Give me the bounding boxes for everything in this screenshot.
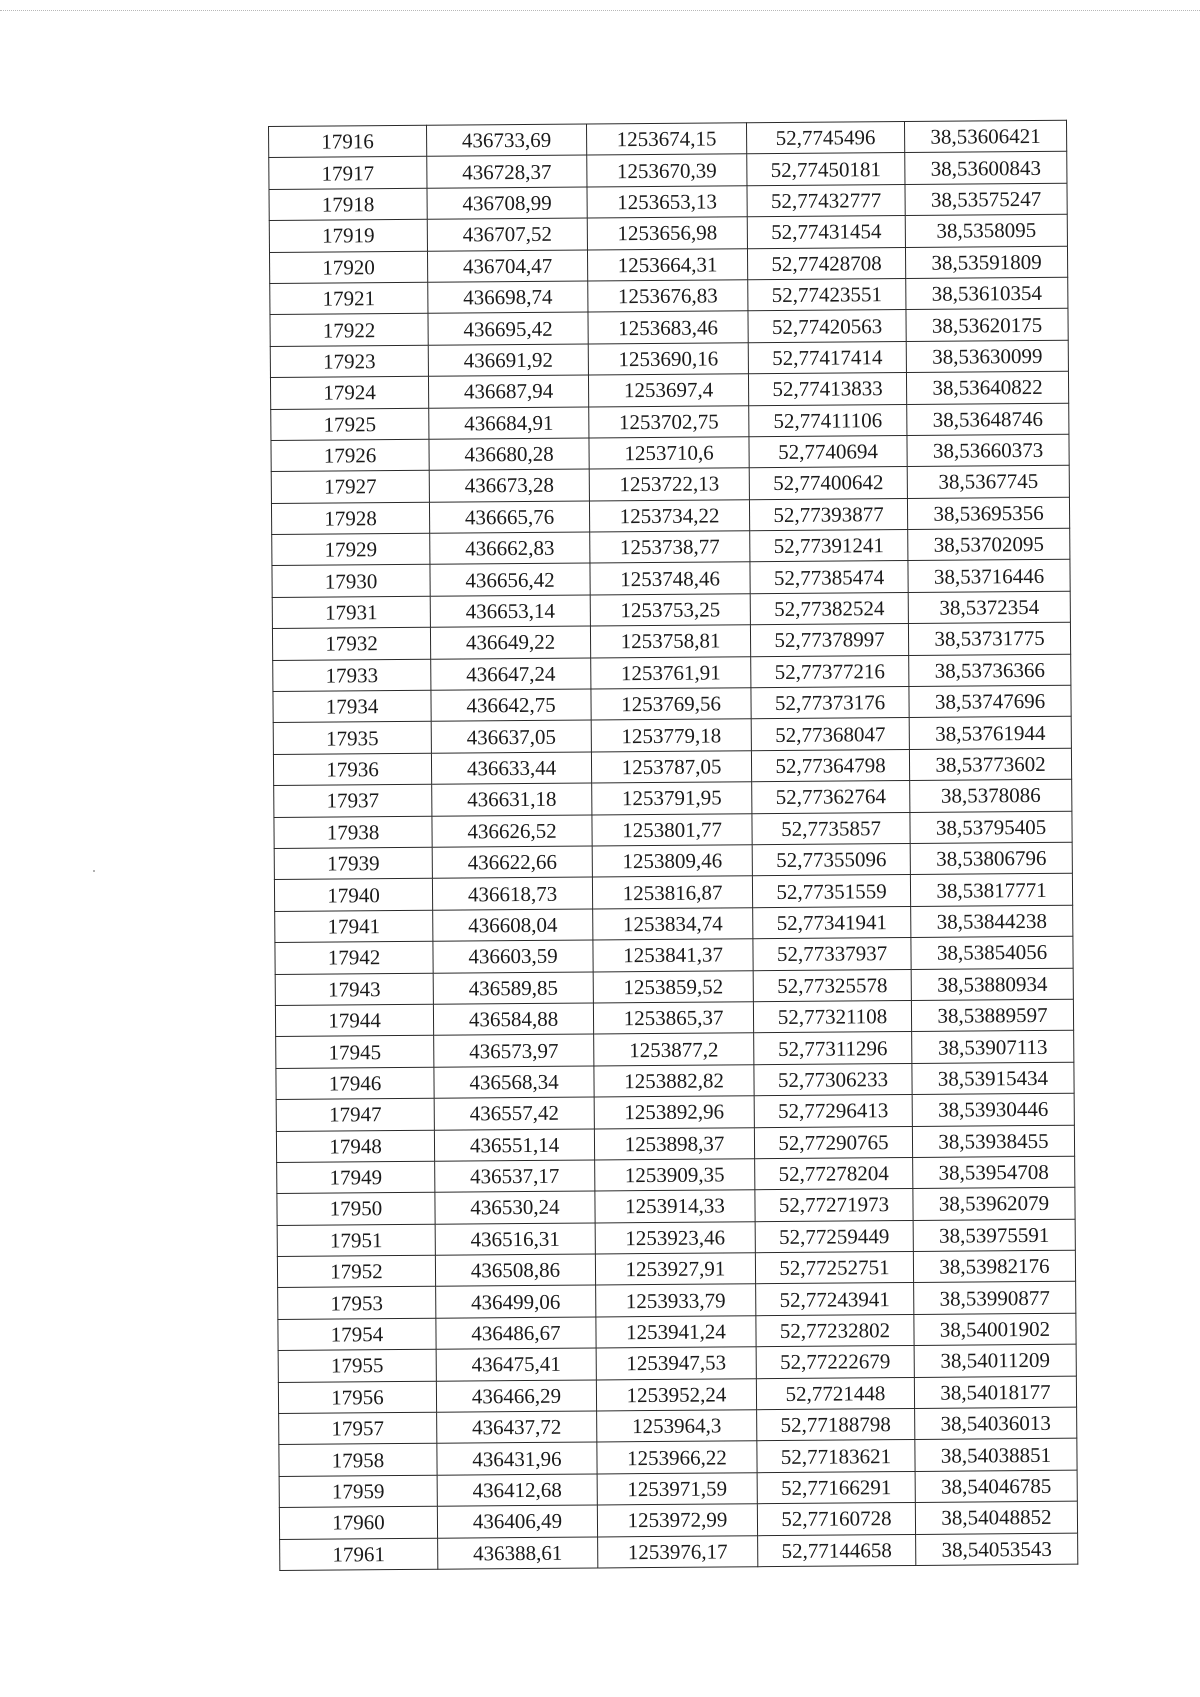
longitude-cell: 38,54036013 bbox=[915, 1407, 1077, 1440]
latitude-cell: 52,77311296 bbox=[754, 1032, 912, 1065]
y-coordinate-cell: 1253909,35 bbox=[595, 1159, 755, 1192]
y-coordinate-cell: 1253702,75 bbox=[589, 405, 749, 438]
latitude-cell: 52,77321108 bbox=[753, 1000, 911, 1033]
longitude-cell: 38,54038851 bbox=[915, 1439, 1077, 1472]
longitude-cell: 38,53844238 bbox=[911, 905, 1073, 938]
y-coordinate-cell: 1253801,77 bbox=[592, 813, 752, 846]
y-coordinate-cell: 1253947,53 bbox=[596, 1347, 756, 1380]
y-coordinate-cell: 1253779,18 bbox=[591, 719, 751, 752]
y-coordinate-cell: 1253927,91 bbox=[595, 1253, 755, 1286]
y-coordinate-cell: 1253787,05 bbox=[591, 751, 751, 784]
longitude-cell: 38,53990877 bbox=[914, 1282, 1076, 1315]
latitude-cell: 52,77222679 bbox=[756, 1346, 914, 1379]
x-coordinate-cell: 436568,34 bbox=[434, 1066, 594, 1099]
latitude-cell: 52,77325578 bbox=[753, 969, 911, 1002]
longitude-cell: 38,53962079 bbox=[913, 1187, 1075, 1220]
x-coordinate-cell: 436508,86 bbox=[435, 1254, 595, 1287]
x-coordinate-cell: 436687,94 bbox=[428, 375, 588, 408]
y-coordinate-cell: 1253753,25 bbox=[590, 594, 750, 627]
point-number-cell: 17935 bbox=[273, 722, 431, 755]
scan-top-edge bbox=[0, 10, 1200, 11]
latitude-cell: 52,77391241 bbox=[750, 530, 908, 563]
longitude-cell: 38,53702095 bbox=[908, 528, 1070, 561]
x-coordinate-cell: 436499,06 bbox=[436, 1285, 596, 1318]
x-coordinate-cell: 436665,76 bbox=[429, 501, 589, 534]
x-coordinate-cell: 436647,24 bbox=[431, 658, 591, 691]
latitude-cell: 52,77296413 bbox=[754, 1095, 912, 1128]
longitude-cell: 38,53982176 bbox=[913, 1250, 1075, 1283]
point-number-cell: 17939 bbox=[274, 847, 432, 880]
x-coordinate-cell: 436684,91 bbox=[429, 407, 589, 440]
point-number-cell: 17944 bbox=[275, 1004, 433, 1037]
point-number-cell: 17958 bbox=[279, 1444, 437, 1477]
latitude-cell: 52,77373176 bbox=[751, 687, 909, 720]
point-number-cell: 17949 bbox=[277, 1161, 435, 1194]
point-number-cell: 17931 bbox=[272, 596, 430, 629]
point-number-cell: 17956 bbox=[278, 1381, 436, 1414]
point-number-cell: 17917 bbox=[269, 157, 427, 190]
x-coordinate-cell: 436486,67 bbox=[436, 1317, 596, 1350]
x-coordinate-cell: 436622,66 bbox=[432, 846, 592, 879]
y-coordinate-cell: 1253690,16 bbox=[588, 342, 748, 375]
latitude-cell: 52,77166291 bbox=[757, 1471, 915, 1504]
latitude-cell: 52,77432777 bbox=[747, 184, 905, 217]
latitude-cell: 52,7735857 bbox=[752, 812, 910, 845]
x-coordinate-cell: 436653,14 bbox=[430, 595, 590, 628]
longitude-cell: 38,54001902 bbox=[914, 1313, 1076, 1346]
longitude-cell: 38,54018177 bbox=[914, 1376, 1076, 1409]
longitude-cell: 38,53575247 bbox=[905, 183, 1067, 216]
x-coordinate-cell: 436573,97 bbox=[434, 1034, 594, 1067]
point-number-cell: 17940 bbox=[274, 879, 432, 912]
latitude-cell: 52,77382524 bbox=[750, 592, 908, 625]
longitude-cell: 38,53695356 bbox=[907, 497, 1069, 530]
x-coordinate-cell: 436642,75 bbox=[431, 689, 591, 722]
point-number-cell: 17960 bbox=[279, 1506, 437, 1539]
x-coordinate-cell: 436708,99 bbox=[427, 187, 587, 220]
longitude-cell: 38,53630099 bbox=[906, 340, 1068, 373]
x-coordinate-cell: 436466,29 bbox=[436, 1380, 596, 1413]
y-coordinate-cell: 1253674,15 bbox=[586, 123, 746, 156]
latitude-cell: 52,7721448 bbox=[756, 1377, 914, 1410]
y-coordinate-cell: 1253710,6 bbox=[589, 437, 749, 470]
latitude-cell: 52,77271973 bbox=[755, 1189, 913, 1222]
latitude-cell: 52,77368047 bbox=[751, 718, 909, 751]
y-coordinate-cell: 1253676,83 bbox=[588, 280, 748, 313]
latitude-cell: 52,77423551 bbox=[748, 278, 906, 311]
x-coordinate-cell: 436662,83 bbox=[430, 532, 590, 565]
latitude-cell: 52,77232802 bbox=[756, 1314, 914, 1347]
x-coordinate-cell: 436656,42 bbox=[430, 563, 590, 596]
y-coordinate-cell: 1253952,24 bbox=[596, 1378, 756, 1411]
longitude-cell: 38,53889597 bbox=[911, 999, 1073, 1032]
point-number-cell: 17955 bbox=[278, 1349, 436, 1382]
y-coordinate-cell: 1253697,4 bbox=[588, 374, 748, 407]
y-coordinate-cell: 1253816,87 bbox=[592, 876, 752, 909]
scan-speck bbox=[93, 870, 95, 872]
x-coordinate-cell: 436551,14 bbox=[434, 1128, 594, 1161]
longitude-cell: 38,5372354 bbox=[908, 591, 1070, 624]
point-number-cell: 17919 bbox=[269, 219, 427, 252]
x-coordinate-cell: 436695,42 bbox=[428, 312, 588, 345]
longitude-cell: 38,54011209 bbox=[914, 1344, 1076, 1377]
latitude-cell: 52,77385474 bbox=[750, 561, 908, 594]
point-number-cell: 17926 bbox=[271, 439, 429, 472]
point-number-cell: 17957 bbox=[279, 1412, 437, 1445]
longitude-cell: 38,53880934 bbox=[911, 968, 1073, 1001]
latitude-cell: 52,77351559 bbox=[752, 875, 910, 908]
latitude-cell: 52,77278204 bbox=[755, 1157, 913, 1190]
longitude-cell: 38,53731775 bbox=[908, 622, 1070, 655]
latitude-cell: 52,77420563 bbox=[748, 310, 906, 343]
y-coordinate-cell: 1253865,37 bbox=[593, 1002, 753, 1035]
y-coordinate-cell: 1253933,79 bbox=[596, 1284, 756, 1317]
longitude-cell: 38,5358095 bbox=[905, 214, 1067, 247]
point-number-cell: 17923 bbox=[270, 345, 428, 378]
longitude-cell: 38,53648746 bbox=[907, 403, 1069, 436]
y-coordinate-cell: 1253664,31 bbox=[587, 248, 747, 281]
point-number-cell: 17930 bbox=[272, 565, 430, 598]
latitude-cell: 52,77377216 bbox=[751, 655, 909, 688]
latitude-cell: 52,77183621 bbox=[757, 1440, 915, 1473]
longitude-cell: 38,53975591 bbox=[913, 1219, 1075, 1252]
y-coordinate-cell: 1253722,13 bbox=[589, 468, 749, 501]
x-coordinate-cell: 436537,17 bbox=[435, 1160, 595, 1193]
x-coordinate-cell: 436691,92 bbox=[428, 344, 588, 377]
table-row bbox=[280, 1533, 1078, 1571]
x-coordinate-cell: 436618,73 bbox=[432, 877, 592, 910]
point-number-cell: 17936 bbox=[273, 753, 431, 786]
y-coordinate-cell: 1253734,22 bbox=[589, 499, 749, 532]
latitude-cell: 52,77362764 bbox=[752, 781, 910, 814]
longitude-cell: 38,53854056 bbox=[911, 936, 1073, 969]
latitude-cell: 52,77411106 bbox=[749, 404, 907, 437]
y-coordinate-cell: 1253791,95 bbox=[592, 782, 752, 815]
longitude-cell: 38,53747696 bbox=[909, 685, 1071, 718]
point-number-cell: 17951 bbox=[277, 1224, 435, 1257]
longitude-cell: 38,5367745 bbox=[907, 466, 1069, 499]
point-number-cell: 17938 bbox=[274, 816, 432, 849]
coordinate-table-body bbox=[269, 120, 1078, 1570]
latitude-cell: 52,77341941 bbox=[753, 906, 911, 939]
y-coordinate-cell: 1253758,81 bbox=[590, 625, 750, 658]
x-coordinate-cell: 436516,31 bbox=[435, 1223, 595, 1256]
latitude-cell: 52,77259449 bbox=[755, 1220, 913, 1253]
longitude-cell: 38,53716446 bbox=[908, 560, 1070, 593]
coordinate-table bbox=[268, 120, 1078, 1571]
y-coordinate-cell: 1253941,24 bbox=[596, 1316, 756, 1349]
y-coordinate-cell: 1253738,77 bbox=[590, 531, 750, 564]
x-coordinate-cell: 436707,52 bbox=[427, 218, 587, 251]
latitude-cell: 52,77431454 bbox=[747, 216, 905, 249]
y-coordinate-cell: 1253892,96 bbox=[594, 1096, 754, 1129]
x-coordinate-cell: 436637,05 bbox=[431, 720, 591, 753]
y-coordinate-cell: 1253882,82 bbox=[594, 1064, 754, 1097]
x-coordinate-cell: 436437,72 bbox=[437, 1411, 597, 1444]
x-coordinate-cell: 436626,52 bbox=[432, 815, 592, 848]
latitude-cell: 52,77364798 bbox=[751, 749, 909, 782]
point-number-cell: 17954 bbox=[278, 1318, 436, 1351]
latitude-cell: 52,77450181 bbox=[747, 153, 905, 186]
latitude-cell: 52,77413833 bbox=[748, 373, 906, 406]
latitude-cell: 52,77144658 bbox=[758, 1534, 916, 1567]
x-coordinate-cell: 436733,69 bbox=[426, 124, 586, 157]
y-coordinate-cell: 1253923,46 bbox=[595, 1221, 755, 1254]
longitude-cell: 38,53736366 bbox=[909, 654, 1071, 687]
point-number-cell: 17928 bbox=[271, 502, 429, 535]
y-coordinate-cell: 1253769,56 bbox=[591, 688, 751, 721]
y-coordinate-cell: 1253877,2 bbox=[594, 1033, 754, 1066]
y-coordinate-cell: 1253966,22 bbox=[597, 1441, 757, 1474]
longitude-cell: 38,53660373 bbox=[907, 434, 1069, 467]
point-number-cell: 17953 bbox=[278, 1287, 436, 1320]
y-coordinate-cell: 1253914,33 bbox=[595, 1190, 755, 1223]
longitude-cell: 38,53907113 bbox=[912, 1031, 1074, 1064]
longitude-cell: 38,53620175 bbox=[906, 309, 1068, 342]
y-coordinate-cell: 1253683,46 bbox=[588, 311, 748, 344]
latitude-cell: 52,77252751 bbox=[755, 1252, 913, 1285]
y-coordinate-cell: 1253976,17 bbox=[598, 1535, 758, 1568]
longitude-cell: 38,54048852 bbox=[915, 1501, 1077, 1534]
x-coordinate-cell: 436431,96 bbox=[437, 1442, 597, 1475]
x-coordinate-cell: 436388,61 bbox=[438, 1537, 598, 1570]
longitude-cell: 38,53600843 bbox=[905, 152, 1067, 185]
longitude-cell: 38,53817771 bbox=[910, 874, 1072, 907]
x-coordinate-cell: 436584,88 bbox=[433, 1003, 593, 1036]
point-number-cell: 17942 bbox=[275, 941, 433, 974]
x-coordinate-cell: 436412,68 bbox=[437, 1474, 597, 1507]
x-coordinate-cell: 436406,49 bbox=[437, 1505, 597, 1538]
point-number-cell: 17934 bbox=[273, 690, 431, 723]
point-number-cell: 17927 bbox=[271, 471, 429, 504]
point-number-cell: 17952 bbox=[277, 1255, 435, 1288]
point-number-cell: 17950 bbox=[277, 1193, 435, 1226]
x-coordinate-cell: 436633,44 bbox=[431, 752, 591, 785]
x-coordinate-cell: 436704,47 bbox=[427, 250, 587, 283]
longitude-cell: 38,53930446 bbox=[912, 1093, 1074, 1126]
latitude-cell: 52,77188798 bbox=[757, 1408, 915, 1441]
point-number-cell: 17947 bbox=[276, 1098, 434, 1131]
latitude-cell: 52,77417414 bbox=[748, 341, 906, 374]
x-coordinate-cell: 436673,28 bbox=[429, 469, 589, 502]
y-coordinate-cell: 1253964,3 bbox=[597, 1410, 757, 1443]
x-coordinate-cell: 436649,22 bbox=[430, 626, 590, 659]
longitude-cell: 38,53954708 bbox=[913, 1156, 1075, 1189]
point-number-cell: 17948 bbox=[276, 1130, 434, 1163]
longitude-cell: 38,53806796 bbox=[910, 842, 1072, 875]
point-number-cell: 17943 bbox=[275, 973, 433, 1006]
longitude-cell: 38,53761944 bbox=[909, 717, 1071, 750]
x-coordinate-cell: 436698,74 bbox=[428, 281, 588, 314]
y-coordinate-cell: 1253972,99 bbox=[597, 1504, 757, 1537]
longitude-cell: 38,53938455 bbox=[912, 1125, 1074, 1158]
y-coordinate-cell: 1253971,59 bbox=[597, 1472, 757, 1505]
latitude-cell: 52,77306233 bbox=[754, 1063, 912, 1096]
point-number-cell: 17932 bbox=[272, 627, 430, 660]
point-number-cell: 17918 bbox=[269, 188, 427, 221]
point-number-cell: 17937 bbox=[274, 784, 432, 817]
latitude-cell: 52,77355096 bbox=[752, 843, 910, 876]
point-number-cell: 17961 bbox=[280, 1538, 438, 1571]
point-number-cell: 17959 bbox=[279, 1475, 437, 1508]
point-number-cell: 17945 bbox=[276, 1036, 434, 1069]
longitude-cell: 38,54046785 bbox=[915, 1470, 1077, 1503]
latitude-cell: 52,77290765 bbox=[754, 1126, 912, 1159]
longitude-cell: 38,53610354 bbox=[906, 277, 1068, 310]
y-coordinate-cell: 1253834,74 bbox=[593, 907, 753, 940]
point-number-cell: 17933 bbox=[273, 659, 431, 692]
point-number-cell: 17941 bbox=[275, 910, 433, 943]
y-coordinate-cell: 1253841,37 bbox=[593, 939, 753, 972]
longitude-cell: 38,54053543 bbox=[916, 1533, 1078, 1566]
longitude-cell: 38,53606421 bbox=[904, 120, 1066, 153]
longitude-cell: 38,53591809 bbox=[905, 246, 1067, 279]
y-coordinate-cell: 1253656,98 bbox=[587, 217, 747, 250]
latitude-cell: 52,77393877 bbox=[749, 498, 907, 531]
x-coordinate-cell: 436608,04 bbox=[433, 909, 593, 942]
point-number-cell: 17925 bbox=[271, 408, 429, 441]
point-number-cell: 17929 bbox=[272, 533, 430, 566]
latitude-cell: 52,77378997 bbox=[750, 624, 908, 657]
x-coordinate-cell: 436557,42 bbox=[434, 1097, 594, 1130]
point-number-cell: 17924 bbox=[270, 376, 428, 409]
x-coordinate-cell: 436680,28 bbox=[429, 438, 589, 471]
point-number-cell: 17916 bbox=[269, 125, 427, 158]
longitude-cell: 38,53915434 bbox=[912, 1062, 1074, 1095]
longitude-cell: 38,53773602 bbox=[909, 748, 1071, 781]
x-coordinate-cell: 436728,37 bbox=[427, 155, 587, 188]
latitude-cell: 52,77428708 bbox=[747, 247, 905, 280]
point-number-cell: 17922 bbox=[270, 314, 428, 347]
longitude-cell: 38,53795405 bbox=[910, 811, 1072, 844]
y-coordinate-cell: 1253761,91 bbox=[591, 656, 751, 689]
y-coordinate-cell: 1253748,46 bbox=[590, 562, 750, 595]
y-coordinate-cell: 1253809,46 bbox=[592, 845, 752, 878]
latitude-cell: 52,7740694 bbox=[749, 435, 907, 468]
latitude-cell: 52,77160728 bbox=[757, 1503, 915, 1536]
longitude-cell: 38,5378086 bbox=[910, 779, 1072, 812]
x-coordinate-cell: 436631,18 bbox=[432, 783, 592, 816]
latitude-cell: 52,77337937 bbox=[753, 938, 911, 971]
coordinate-table-container bbox=[268, 120, 1077, 1571]
point-number-cell: 17920 bbox=[269, 251, 427, 284]
latitude-cell: 52,7745496 bbox=[746, 122, 904, 155]
longitude-cell: 38,53640822 bbox=[906, 371, 1068, 404]
x-coordinate-cell: 436603,59 bbox=[433, 940, 593, 973]
y-coordinate-cell: 1253653,13 bbox=[587, 186, 747, 219]
y-coordinate-cell: 1253898,37 bbox=[594, 1127, 754, 1160]
x-coordinate-cell: 436530,24 bbox=[435, 1191, 595, 1224]
latitude-cell: 52,77243941 bbox=[756, 1283, 914, 1316]
x-coordinate-cell: 436475,41 bbox=[436, 1348, 596, 1381]
y-coordinate-cell: 1253859,52 bbox=[593, 970, 753, 1003]
point-number-cell: 17921 bbox=[270, 282, 428, 315]
y-coordinate-cell: 1253670,39 bbox=[587, 154, 747, 187]
point-number-cell: 17946 bbox=[276, 1067, 434, 1100]
latitude-cell: 52,77400642 bbox=[749, 467, 907, 500]
x-coordinate-cell: 436589,85 bbox=[433, 972, 593, 1005]
